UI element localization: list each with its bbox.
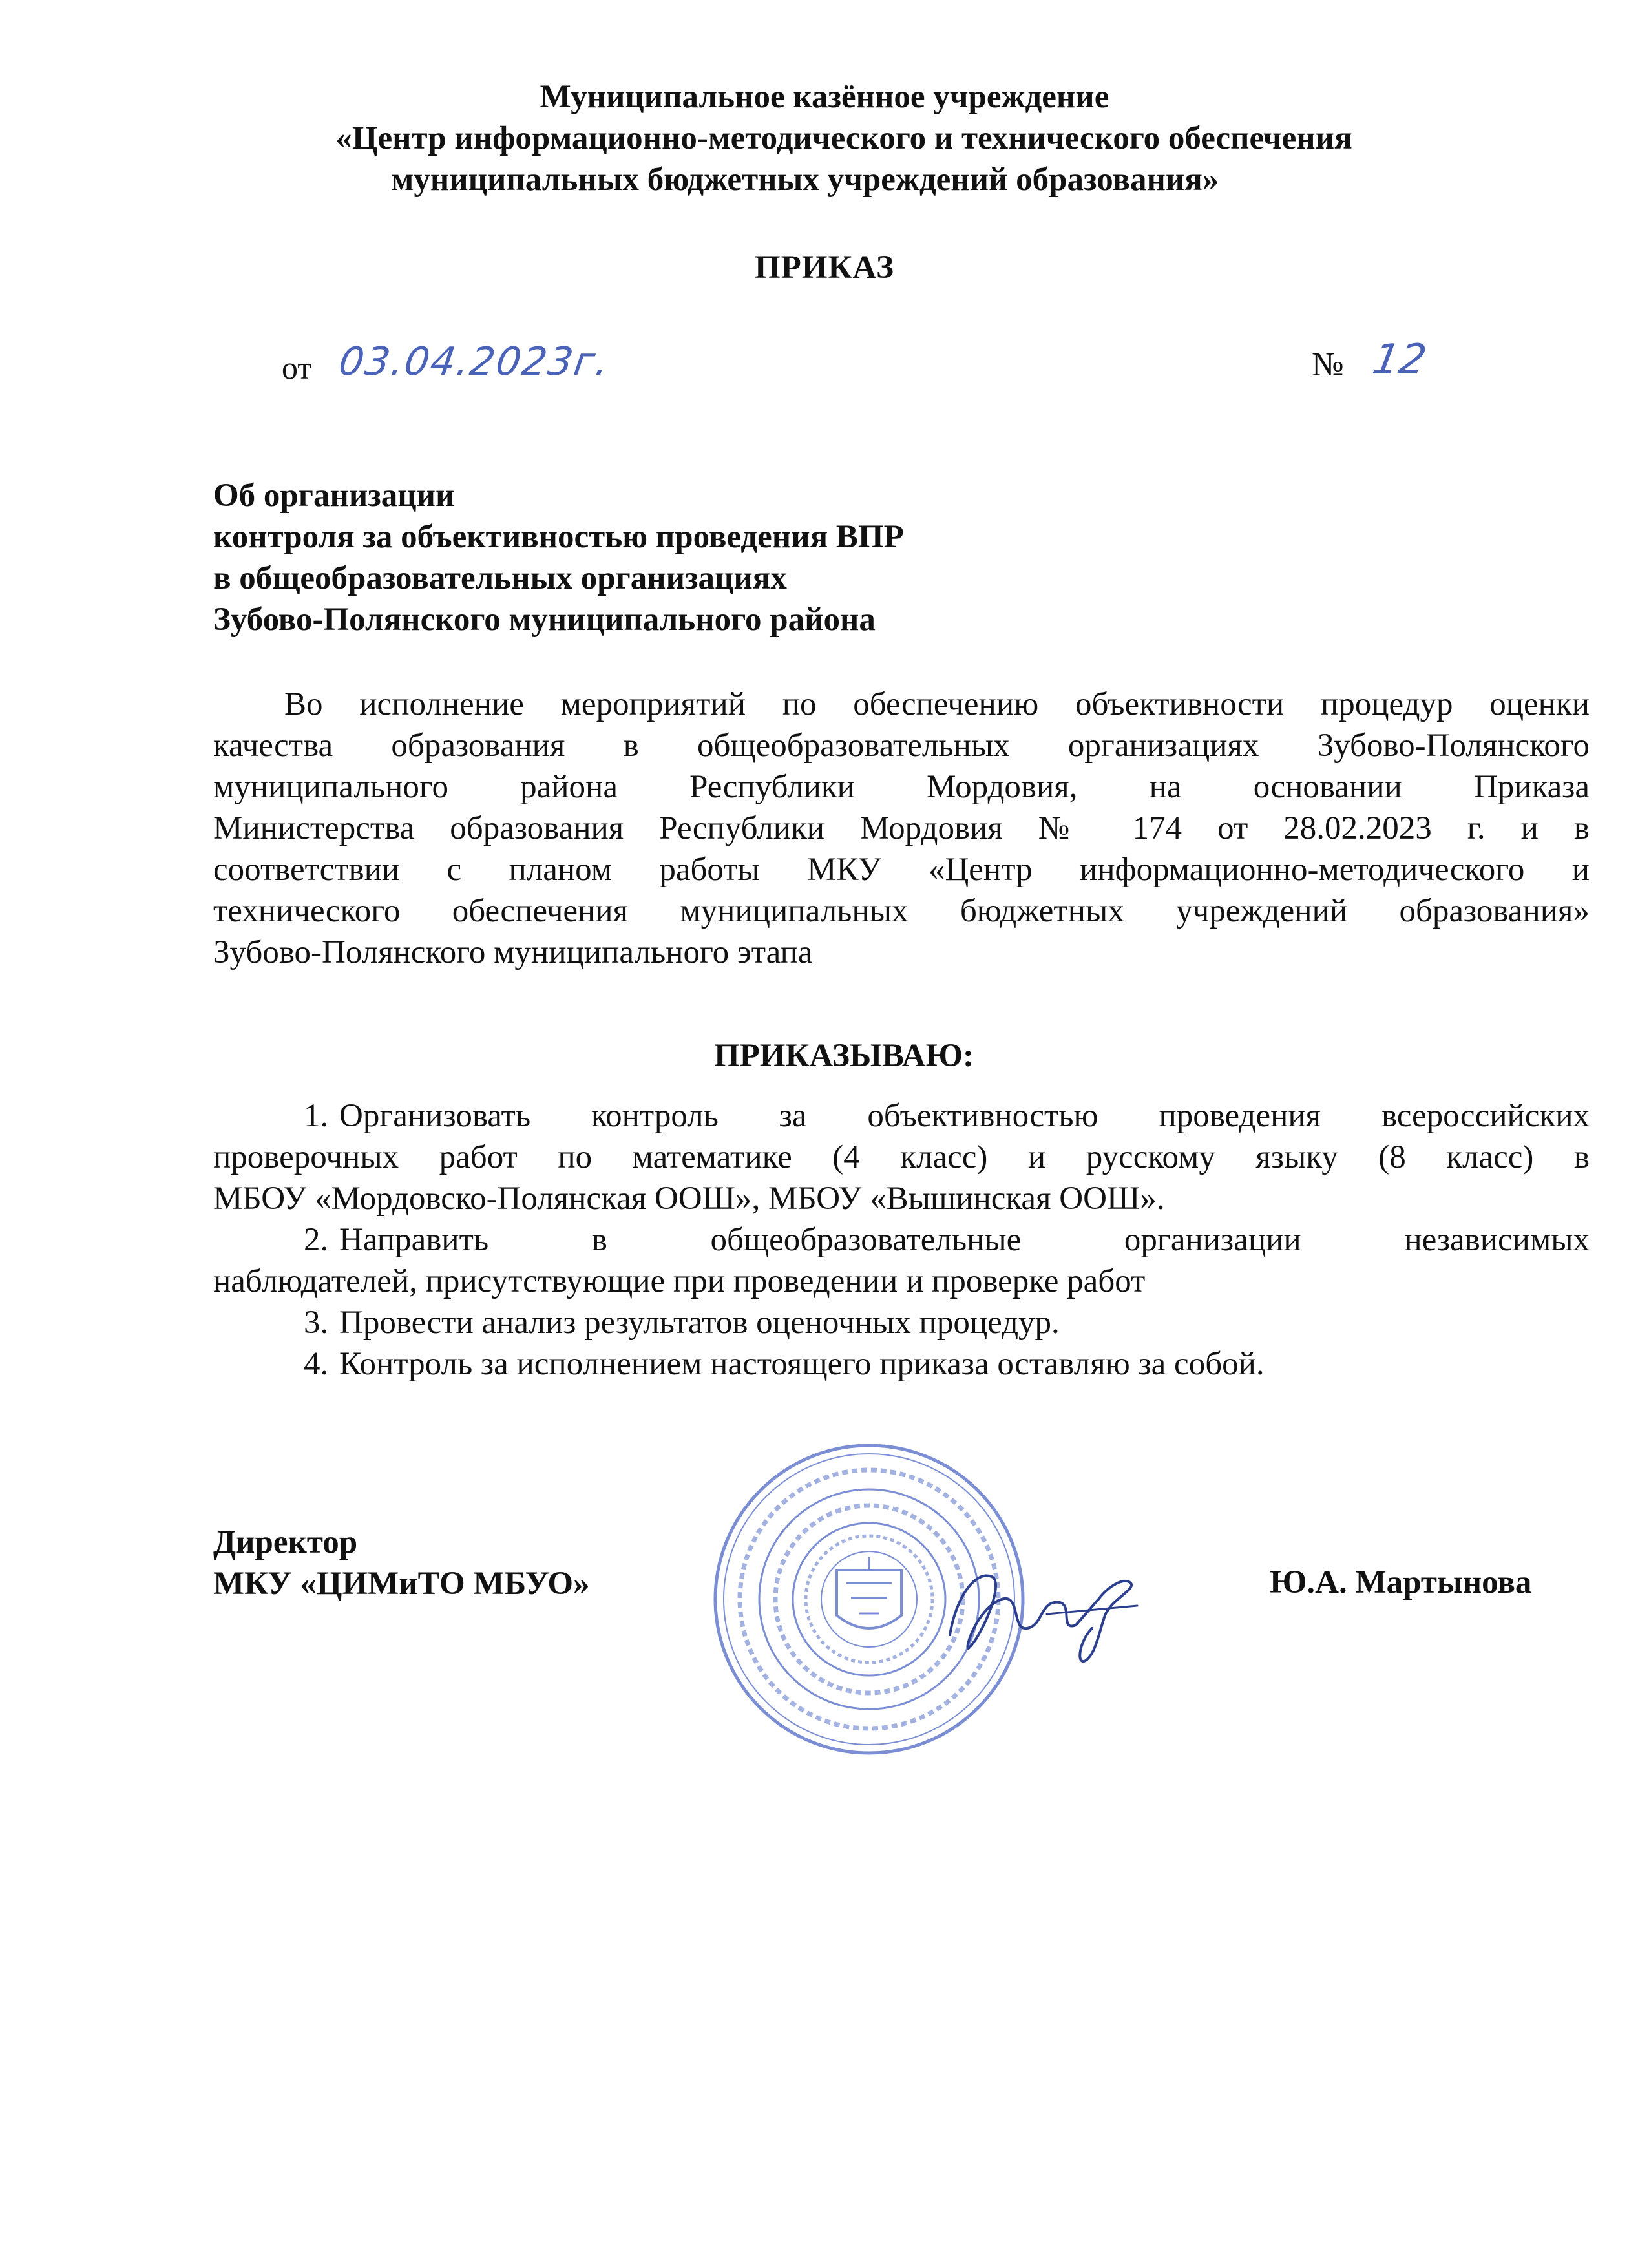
- item-text: Организовать контроль за объективностью проведения всероссийских: [339, 1098, 1590, 1134]
- order-item-2: [213, 1219, 1590, 1302]
- directive-heading: ПРИКАЗЫВАЮ:: [713, 1038, 974, 1074]
- item-line: проверочных работ по математике (4 класс) и русскому языку (8 класс) в: [213, 1139, 1590, 1175]
- preamble-line: качества образования в общеобразовательных организациях Зубово-Полянского: [213, 728, 1590, 764]
- position-line-2: МКУ «ЦИМиТО МБУО»: [213, 1566, 590, 1602]
- item-line: [213, 1219, 1590, 1261]
- item-number: 2.: [304, 1222, 329, 1258]
- subject-line-4: Зубово-Полянского муниципального района: [213, 602, 876, 638]
- order-item-1: [213, 1095, 1590, 1219]
- order-items-list: [213, 1095, 1590, 1385]
- item-line: МБОУ «Мордовско-Полянская ООШ», МБОУ «Вышинская ООШ».: [213, 1181, 1165, 1217]
- item-line: [213, 1343, 1590, 1385]
- header-line-2: «Центр информационно-методического и технического обеспечения: [335, 120, 1352, 156]
- preamble-line: Зубово-Полянского муниципального этапа: [213, 934, 813, 971]
- order-subject: [213, 475, 904, 640]
- subject-line-2: контроля за объективностью проведения ВПР: [213, 519, 904, 555]
- signatory-name: Ю.А. Мартынова: [1270, 1564, 1532, 1601]
- item-number: 4.: [304, 1346, 329, 1382]
- order-item-3: [213, 1302, 1590, 1343]
- item-text: Контроль за исполнением настоящего приказа оставляю за собой.: [339, 1346, 1265, 1382]
- position-line-1: Директор: [213, 1524, 358, 1560]
- handwritten-date: 03.04.2023г.: [336, 339, 613, 384]
- preamble-line: соответствии с планом работы МКУ «Центр информационно-методического и: [213, 852, 1590, 888]
- item-line: [213, 1302, 1590, 1343]
- preamble-line: Министерства образования Республики Мордовия № 174 от 28.02.2023 г. и в: [213, 810, 1590, 846]
- item-line: [213, 1095, 1590, 1137]
- organization-header: [0, 76, 1649, 200]
- date-label: от: [282, 350, 312, 386]
- handwritten-order-number: 12: [1369, 336, 1430, 384]
- item-text: Направить в общеобразовательные организации независимых: [339, 1222, 1590, 1258]
- item-text: Провести анализ результатов оценочных процедур.: [339, 1305, 1060, 1341]
- preamble-line: муниципального района Республики Мордовия, на основании Приказа: [213, 769, 1590, 805]
- number-label: №: [1312, 346, 1344, 383]
- item-number: 1.: [304, 1098, 329, 1134]
- signatory-position: [213, 1522, 590, 1604]
- preamble-line: Во исполнение мероприятий по обеспечению объективности процедур оценки: [284, 686, 1590, 722]
- preamble-paragraph: [213, 684, 1590, 973]
- subject-line-3: в общеобразовательных организациях: [213, 560, 787, 596]
- preamble-line: технического обеспечения муниципальных бюджетных учреждений образования»: [213, 893, 1590, 929]
- order-item-4: [213, 1343, 1590, 1385]
- header-line-1: Муниципальное казённое учреждение: [540, 79, 1109, 115]
- item-number: 3.: [304, 1305, 329, 1341]
- handwritten-signature: [930, 1538, 1144, 1674]
- header-line-3: муниципальных бюджетных учреждений образования»: [391, 162, 1219, 198]
- item-line: наблюдателей, присутствующие при проведении и проверке работ: [213, 1263, 1146, 1299]
- order-title: ПРИКАЗ: [755, 249, 894, 286]
- subject-line-1: Об организации: [213, 478, 455, 514]
